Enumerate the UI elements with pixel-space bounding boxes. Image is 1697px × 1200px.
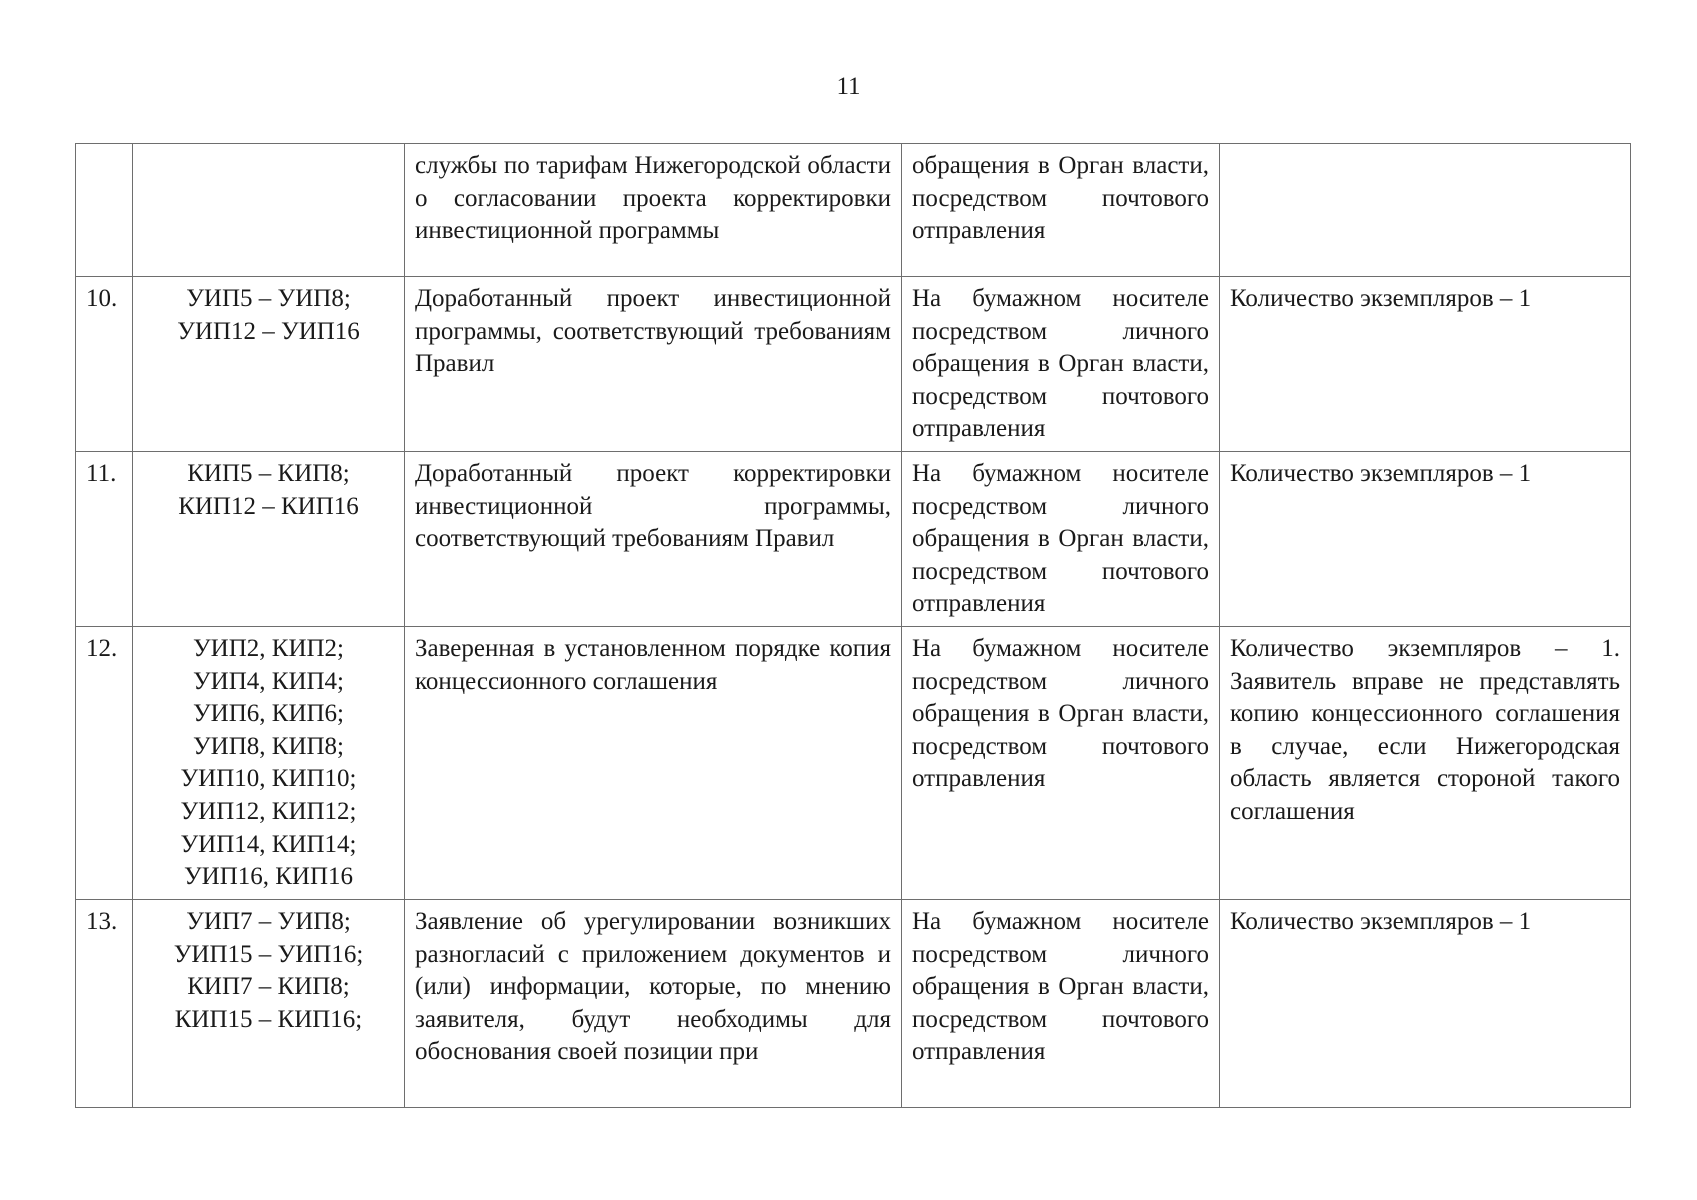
submission-method-cell: На бумажном носителе посредством личного обращения в Орган власти, посредством почтового отправления	[902, 627, 1220, 900]
submission-method-cell: На бумажном носителе посредством личного обращения в Орган власти, посредством почтового отправления	[902, 900, 1220, 1108]
form-code-cell: УИП2, КИП2; УИП4, КИП4; УИП6, КИП6; УИП8, КИП8; УИП10, КИП10; УИП12, КИП12; УИП14, КИП14; УИП16, КИП16	[133, 627, 405, 900]
submission-method-cell: На бумажном носителе посредством личного обращения в Орган власти, посредством почтового отправления	[902, 452, 1220, 627]
form-code-cell: УИП5 – УИП8; УИП12 – УИП16	[133, 277, 405, 452]
row-number-cell	[76, 144, 133, 277]
document-name-cell: Доработанный проект корректировки инвестиционной программы, соответствующий требованиям Правил	[405, 452, 902, 627]
form-code-cell: КИП5 – КИП8; КИП12 – КИП16	[133, 452, 405, 627]
table-row	[76, 144, 1631, 277]
note-cell: Количество экземпляров – 1. Заявитель вправе не представлять копию концессионного соглашения в случае, если Нижегородская область является стороной такого соглашения	[1220, 627, 1631, 900]
note-cell: Количество экземпляров – 1	[1220, 452, 1631, 627]
documents-table	[75, 143, 1631, 1108]
document-name-cell: Доработанный проект инвестиционной программы, соответствующий требованиям Правил	[405, 277, 902, 452]
form-code-cell	[133, 144, 405, 277]
submission-method-cell: обращения в Орган власти, посредством почтового отправления	[902, 144, 1220, 277]
form-code-cell: УИП7 – УИП8; УИП15 – УИП16; КИП7 – КИП8; КИП15 – КИП16;	[133, 900, 405, 1108]
page-number: 11	[836, 73, 861, 100]
submission-method-cell: На бумажном носителе посредством личного обращения в Орган власти, посредством почтового отправления	[902, 277, 1220, 452]
table-row	[76, 452, 1631, 627]
row-number-cell: 12.	[76, 627, 133, 900]
row-number-cell: 11.	[76, 452, 133, 627]
table-row	[76, 627, 1631, 900]
document-name-cell: Заявление об урегулировании возникших разногласий с приложением документов и (или) информации, которые, по мнению заявителя, будут необходимы для обоснования своей позиции при	[405, 900, 902, 1108]
note-cell: Количество экземпляров – 1	[1220, 277, 1631, 452]
document-name-cell: Заверенная в установленном порядке копия концессионного соглашения	[405, 627, 902, 900]
table-row	[76, 277, 1631, 452]
note-cell: Количество экземпляров – 1	[1220, 900, 1631, 1108]
table-row	[76, 900, 1631, 1108]
row-number-cell: 10.	[76, 277, 133, 452]
document-name-cell: службы по тарифам Нижегородской области о согласовании проекта корректировки инвестиционной программы	[405, 144, 902, 277]
note-cell	[1220, 144, 1631, 277]
row-number-cell: 13.	[76, 900, 133, 1108]
